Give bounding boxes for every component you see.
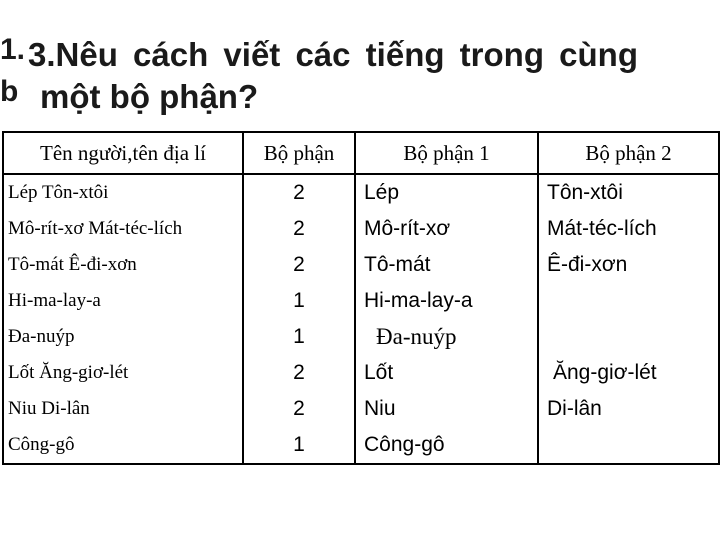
table-row [3, 211, 719, 247]
table-row [3, 355, 719, 391]
underlying-heading-line1: 1. [0, 33, 26, 66]
cell-part-2: Ăng-giơ-lét [553, 361, 657, 384]
cell-name: Niu Di-lân [3, 391, 243, 427]
underlying-heading-line2: b [0, 75, 19, 108]
header-part-count: Bộ phận [243, 132, 355, 174]
cell-part-1: Tô-mát [355, 247, 538, 283]
cell-count: 2 [243, 211, 355, 247]
cell-count: 1 [243, 319, 355, 355]
cell-name: Lốt Ăng-giơ-lét [3, 355, 243, 391]
cell-part-1: Mô-rít-xơ [355, 211, 538, 247]
names-table [2, 131, 720, 465]
cell-part-2: Mát-téc-lích [547, 217, 657, 240]
cell-part-1: Niu [355, 391, 538, 427]
cell-name: Đa-nuýp [3, 319, 243, 355]
cell-part-1: Công-gô [355, 427, 538, 464]
table-row [3, 427, 719, 464]
question-heading-line1: 3.Nêu cách viết các tiếng trong cùng [28, 36, 638, 73]
cell-part-2: Di-lân [547, 397, 602, 420]
cell-count: 1 [243, 283, 355, 319]
cell-part-1: Lép [355, 174, 538, 211]
table-row [3, 174, 719, 211]
cell-name: Mô-rít-xơ Mát-téc-lích [3, 211, 243, 247]
cell-name: Tô-mát Ê-đi-xơn [3, 247, 243, 283]
cell-count: 2 [243, 355, 355, 391]
question-heading [28, 34, 718, 118]
cell-part-1: Lốt [355, 355, 538, 391]
cell-part-2: Ê-đi-xơn [547, 253, 628, 276]
cell-part-2 [538, 283, 719, 319]
table-row [3, 247, 719, 283]
question-heading-line2: một bộ phận? [40, 78, 259, 115]
header-part-1: Bộ phận 1 [355, 132, 538, 174]
cell-name: Công-gô [3, 427, 243, 464]
cell-part-1: Đa-nuýp [355, 319, 538, 355]
header-name: Tên người,tên địa lí [3, 132, 243, 174]
table-row [3, 283, 719, 319]
cell-part-2 [538, 319, 719, 355]
cell-count: 2 [243, 247, 355, 283]
header-part-2: Bộ phận 2 [538, 132, 719, 174]
table-row [3, 391, 719, 427]
table-header-row [3, 132, 719, 174]
cell-count: 2 [243, 174, 355, 211]
cell-part-2: Tôn-xtôi [547, 181, 623, 204]
table-row [3, 319, 719, 355]
cell-part-2 [538, 427, 719, 464]
cell-name: Lép Tôn-xtôi [3, 174, 243, 211]
cell-part-1: Hi-ma-lay-a [355, 283, 538, 319]
cell-count: 2 [243, 391, 355, 427]
cell-name: Hi-ma-lay-a [3, 283, 243, 319]
cell-count: 1 [243, 427, 355, 464]
